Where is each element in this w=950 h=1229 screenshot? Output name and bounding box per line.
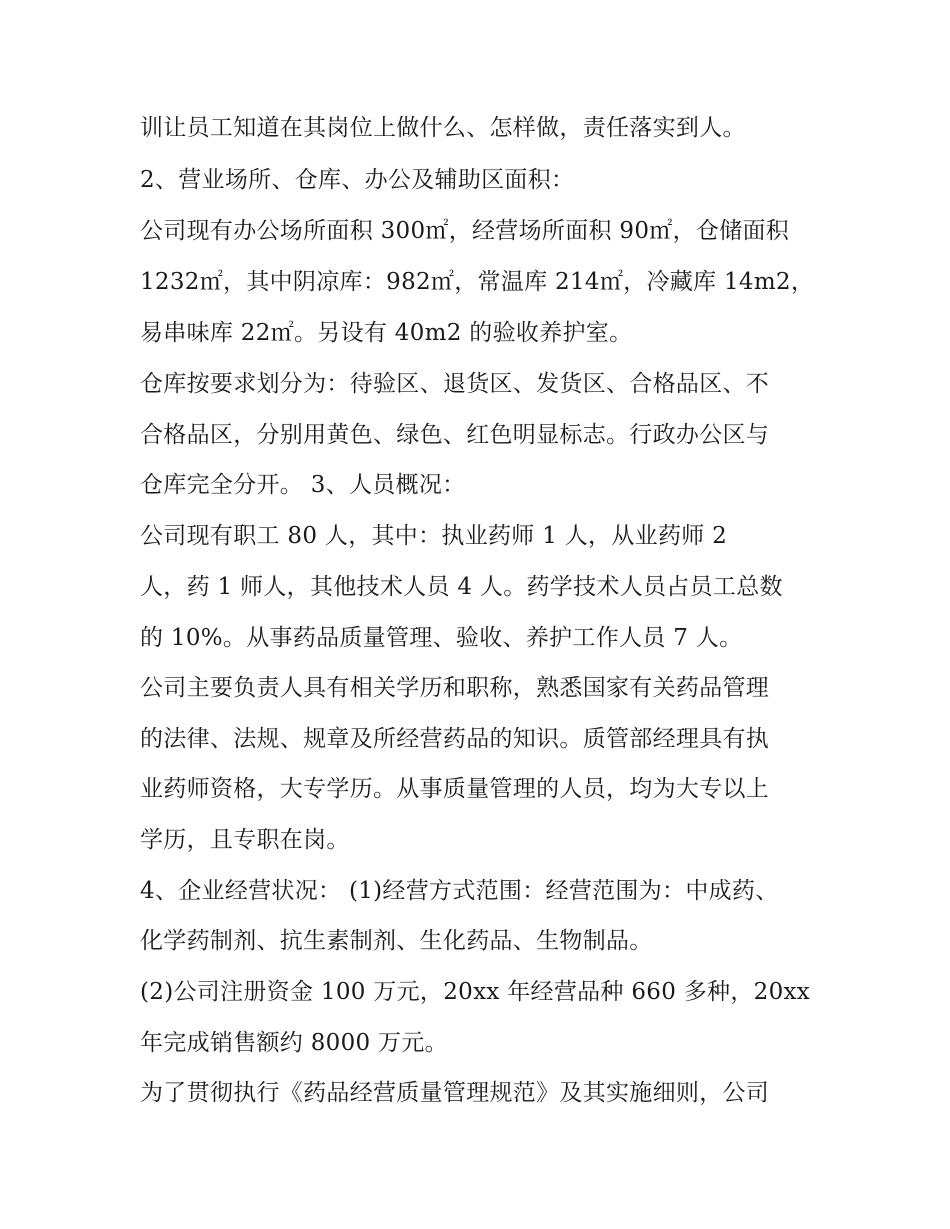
text-line-18: (2)公司注册资金 100 万元，20xx 年经营品种 660 多种，20xx [140, 979, 811, 1005]
text-line-19: 年完成销售额约 8000 万元。 [140, 1030, 448, 1056]
text-line-5: 易串味库 22㎡。另设有 40m2 的验收养护室。 [140, 320, 633, 346]
text-line-13: 的法律、法规、规章及所经营药品的知识。质管部经理具有执 [140, 726, 770, 752]
text-line-1: 训让员工知道在其岗位上做什么、怎样做，责任落实到人。 [140, 115, 746, 141]
text-line-12: 公司主要负责人具有相关学历和职称，熟悉国家有关药品管理 [140, 675, 770, 701]
text-line-14: 业药师资格，大专学历。从事质量管理的人员，均为大专以上 [140, 776, 770, 802]
text-line-16: 4、企业经营状况： (1)经营方式范围：经营范围为：中成药、 [140, 878, 779, 904]
text-line-11: 的 10%。从事药品质量管理、验收、养护工作人员 7 人。 [140, 625, 743, 651]
text-line-2: 2、营业场所、仓库、办公及辅助区面积： [140, 167, 575, 193]
text-line-15: 学历，且专职在岗。 [140, 827, 350, 853]
text-line-4: 1232㎡，其中阴凉库：982㎡，常温库 214㎡，冷藏库 14m2， [140, 269, 815, 295]
text-line-8: 仓库完全分开。 3、人员概况： [140, 472, 466, 498]
text-line-7: 合格品区，分别用黄色、绿色、红色明显标志。行政办公区与 [140, 422, 770, 448]
text-line-3: 公司现有办公场所面积 300㎡，经营场所面积 90㎡，仓储面积 [140, 218, 790, 244]
text-line-10: 人，药 1 师人，其他技术人员 4 人。药学技术人员占员工总数 [140, 574, 783, 600]
text-line-6: 仓库按要求划分为：待验区、退货区、发货区、合格品区、不 [140, 371, 770, 397]
text-line-9: 公司现有职工 80 人，其中：执业药师 1 人，从业药师 2 [140, 523, 728, 549]
text-line-17: 化学药制剂、抗生素制剂、生化药品、生物制品。 [140, 928, 653, 954]
text-line-20: 为了贯彻执行《药品经营质量管理规范》及其实施细则，公司 [140, 1080, 770, 1106]
